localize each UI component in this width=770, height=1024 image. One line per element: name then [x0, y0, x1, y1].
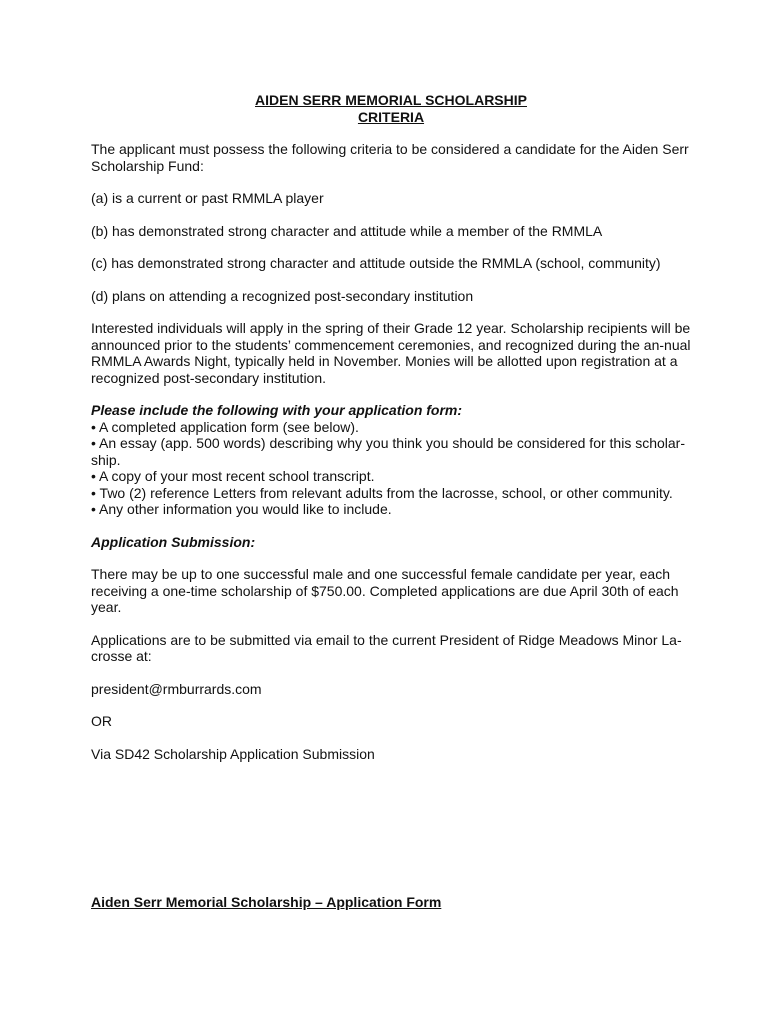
include-heading: Please include the following with your application form:: [91, 402, 463, 418]
list-item: • An essay (app. 500 words) describing why you think you should be considered for this scholar-ship.: [91, 435, 685, 468]
list-item: • A completed application form (see below).: [91, 418, 359, 435]
intro-paragraph: The applicant must possess the following criteria to be considered a candidate for the Aiden Serr Scholarship Fund:: [91, 141, 689, 174]
title-line-2: CRITERIA: [357, 108, 425, 125]
submission-paragraph: There may be up to one successful male and one successful female candidate per year, each receiving a one-time scholarship of $750.00. Completed applications are due April 30th of each year.: [91, 566, 679, 615]
document-title: [91, 92, 691, 125]
apply-paragraph: Interested individuals will apply in the spring of their Grade 12 year. Scholarship recipients will be announced prior to the students’ commencement ceremonies, and recognized during the an-nual RMMLA Awards Night, typically held in November. Monies will be allotted upon registration at a recognized post-secondary institution.: [91, 320, 691, 386]
application-form-title: Aiden Serr Memorial Scholarship – Application Form: [91, 894, 442, 910]
criterion-c: (c) has demonstrated strong character and attitude outside the RMMLA (school, community): [91, 255, 661, 271]
criterion-a: (a) is a current or past RMMLA player: [91, 190, 324, 206]
email-paragraph: Applications are to be submitted via email to the current President of Ridge Meadows Minor La-crosse at:: [91, 631, 682, 664]
criterion-b: (b) has demonstrated strong character and attitude while a member of the RMMLA: [91, 222, 603, 239]
submission-heading: Application Submission:: [91, 533, 256, 550]
document-page: [91, 92, 691, 762]
title-line-1: AIDEN SERR MEMORIAL SCHOLARSHIP: [255, 92, 527, 108]
include-list: [91, 419, 691, 518]
criterion-d: (d) plans on attending a recognized post-secondary institution: [91, 287, 474, 304]
list-item: • Any other information you would like to include.: [91, 501, 392, 517]
email-address: president@rmburrards.com: [91, 680, 262, 697]
list-item: • A copy of your most recent school transcript.: [91, 468, 375, 484]
or-text: OR: [91, 713, 112, 729]
via-text: Via SD42 Scholarship Application Submission: [91, 745, 375, 762]
list-item: • Two (2) reference Letters from relevant adults from the lacrosse, school, or other community.: [91, 484, 673, 501]
